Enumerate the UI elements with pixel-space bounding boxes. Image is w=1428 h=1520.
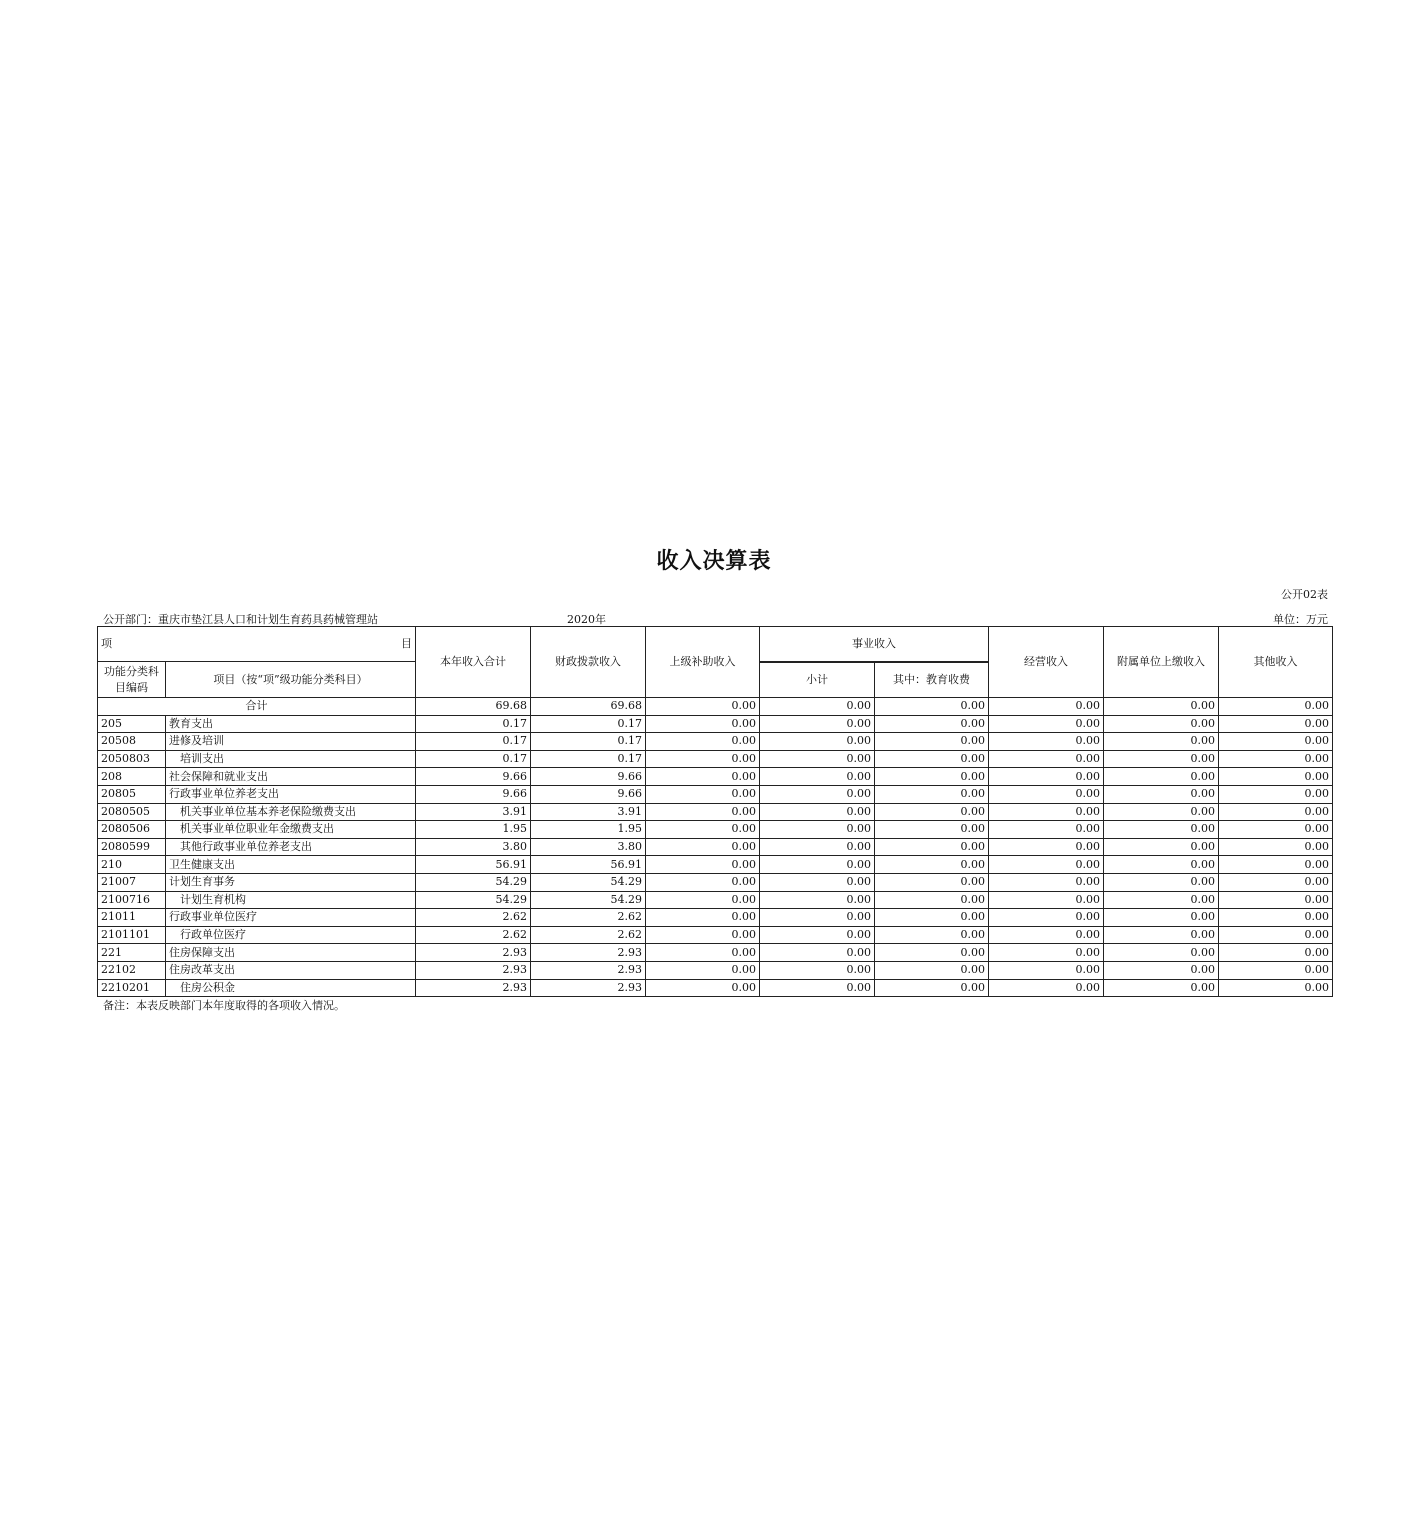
row-value: 0.00 (646, 979, 760, 997)
row-value: 0.00 (1219, 750, 1333, 768)
row-value: 0.00 (989, 750, 1104, 768)
row-code: 2100716 (98, 891, 166, 909)
row-code: 2050803 (98, 750, 166, 768)
row-name: 教育支出 (166, 715, 416, 733)
row-code: 22102 (98, 961, 166, 979)
row-value: 0.00 (1219, 891, 1333, 909)
row-value: 0.00 (1104, 733, 1219, 751)
row-value: 0.00 (989, 891, 1104, 909)
total-row (98, 698, 1333, 716)
header-mu: 目 (401, 637, 412, 650)
header-education: 其中：教育收费 (875, 663, 989, 698)
row-value: 0.00 (875, 891, 989, 909)
row-value: 0.00 (760, 733, 875, 751)
row-value: 0.17 (531, 733, 646, 751)
footnote: 备注：本表反映部门本年度取得的各项收入情况。 (103, 999, 345, 1012)
row-value: 0.00 (760, 715, 875, 733)
row-value: 0.00 (875, 961, 989, 979)
total-value: 69.68 (531, 698, 646, 716)
row-value: 0.00 (646, 750, 760, 768)
row-value: 2.62 (531, 909, 646, 927)
row-value: 0.00 (875, 926, 989, 944)
row-value: 0.00 (1104, 750, 1219, 768)
row-code: 21007 (98, 873, 166, 891)
total-value: 0.00 (1219, 698, 1333, 716)
row-value: 0.00 (989, 803, 1104, 821)
row-code: 221 (98, 944, 166, 962)
row-value: 0.00 (646, 961, 760, 979)
row-value: 0.00 (1104, 961, 1219, 979)
row-value: 0.00 (1104, 785, 1219, 803)
row-value: 0.00 (646, 768, 760, 786)
row-value: 0.00 (1104, 803, 1219, 821)
row-value: 54.29 (416, 873, 531, 891)
row-value: 0.00 (646, 873, 760, 891)
row-value: 0.00 (1219, 785, 1333, 803)
row-value: 0.00 (646, 821, 760, 839)
row-name: 机关事业单位基本养老保险缴费支出 (166, 803, 416, 821)
row-value: 0.00 (1219, 961, 1333, 979)
row-value: 0.00 (989, 733, 1104, 751)
row-value: 0.00 (989, 979, 1104, 997)
row-value: 3.80 (531, 838, 646, 856)
row-value: 0.00 (760, 979, 875, 997)
row-value: 0.00 (760, 803, 875, 821)
row-value: 0.00 (646, 944, 760, 962)
table-row (98, 750, 1333, 768)
row-value: 0.00 (646, 926, 760, 944)
row-value: 0.17 (416, 733, 531, 751)
header-business: 事业收入 (760, 627, 989, 662)
row-value: 0.00 (1104, 873, 1219, 891)
row-code: 2080599 (98, 838, 166, 856)
table-row (98, 873, 1333, 891)
row-value: 0.00 (760, 891, 875, 909)
row-value: 54.29 (531, 873, 646, 891)
row-value: 2.93 (531, 979, 646, 997)
row-value: 3.80 (416, 838, 531, 856)
row-value: 0.00 (1104, 768, 1219, 786)
row-value: 0.17 (416, 715, 531, 733)
table-row (98, 733, 1333, 751)
row-name: 计划生育机构 (166, 891, 416, 909)
table-row (98, 961, 1333, 979)
row-value: 0.00 (1104, 979, 1219, 997)
table-number: 公开02表 (1281, 588, 1328, 601)
row-value: 0.00 (1219, 768, 1333, 786)
row-value: 0.00 (760, 750, 875, 768)
total-value: 0.00 (760, 698, 875, 716)
row-value: 0.00 (875, 768, 989, 786)
table-row (98, 785, 1333, 803)
row-value: 0.00 (989, 715, 1104, 733)
table-row (98, 838, 1333, 856)
table-row (98, 891, 1333, 909)
row-value: 9.66 (416, 768, 531, 786)
row-value: 0.00 (1104, 891, 1219, 909)
row-code: 21011 (98, 909, 166, 927)
page-title: 收入决算表 (656, 548, 772, 574)
table-row (98, 979, 1333, 997)
total-label: 合计 (98, 698, 416, 716)
row-value: 0.00 (989, 821, 1104, 839)
row-value: 0.00 (989, 944, 1104, 962)
row-name: 行政事业单位医疗 (166, 909, 416, 927)
row-name: 进修及培训 (166, 733, 416, 751)
header-other: 其他收入 (1219, 627, 1333, 698)
row-value: 0.00 (760, 873, 875, 891)
row-value: 2.93 (531, 961, 646, 979)
row-value: 0.00 (989, 838, 1104, 856)
row-value: 0.00 (875, 750, 989, 768)
total-value: 0.00 (646, 698, 760, 716)
row-value: 0.00 (1104, 821, 1219, 839)
row-value: 9.66 (531, 768, 646, 786)
row-value: 0.00 (1219, 979, 1333, 997)
table-row (98, 768, 1333, 786)
row-value: 0.00 (760, 838, 875, 856)
row-value: 0.00 (760, 909, 875, 927)
row-value: 0.00 (646, 838, 760, 856)
row-value: 0.00 (875, 944, 989, 962)
row-value: 54.29 (531, 891, 646, 909)
row-value: 0.00 (760, 944, 875, 962)
row-value: 0.00 (1104, 856, 1219, 874)
row-value: 0.00 (760, 856, 875, 874)
row-code: 2080505 (98, 803, 166, 821)
row-name: 住房公积金 (166, 979, 416, 997)
row-code: 20805 (98, 785, 166, 803)
row-value: 0.00 (760, 821, 875, 839)
unit-label: 单位：万元 (1273, 613, 1328, 626)
row-value: 0.00 (1219, 909, 1333, 927)
table-row (98, 944, 1333, 962)
header-superior: 上级补助收入 (646, 627, 760, 698)
row-value: 0.00 (1219, 838, 1333, 856)
row-value: 0.00 (1219, 803, 1333, 821)
row-value: 0.00 (646, 909, 760, 927)
row-code: 2101101 (98, 926, 166, 944)
row-name: 卫生健康支出 (166, 856, 416, 874)
row-value: 0.00 (1219, 733, 1333, 751)
row-name: 机关事业单位职业年金缴费支出 (166, 821, 416, 839)
total-value: 0.00 (989, 698, 1104, 716)
row-value: 0.00 (989, 873, 1104, 891)
row-value: 54.29 (416, 891, 531, 909)
header-fiscal: 财政拨款收入 (531, 627, 646, 698)
row-value: 0.00 (989, 961, 1104, 979)
income-table (97, 626, 1333, 997)
row-value: 0.00 (989, 926, 1104, 944)
header-affiliated: 附属单位上缴收入 (1104, 627, 1219, 698)
row-name: 住房改革支出 (166, 961, 416, 979)
row-value: 0.00 (989, 785, 1104, 803)
row-value: 2.93 (531, 944, 646, 962)
row-value: 0.00 (875, 838, 989, 856)
header-xiang: 项 (101, 637, 112, 650)
row-value: 0.00 (875, 733, 989, 751)
table-row (98, 715, 1333, 733)
row-code: 2210201 (98, 979, 166, 997)
table-row (98, 803, 1333, 821)
row-value: 2.93 (416, 979, 531, 997)
header-total: 本年收入合计 (416, 627, 531, 698)
row-value: 0.00 (1104, 944, 1219, 962)
row-value: 0.00 (760, 961, 875, 979)
row-value: 0.00 (646, 803, 760, 821)
header-operating: 经营收入 (989, 627, 1104, 698)
table-row (98, 926, 1333, 944)
row-value: 0.17 (531, 715, 646, 733)
row-value: 0.00 (1219, 821, 1333, 839)
row-value: 0.00 (760, 785, 875, 803)
row-value: 0.00 (875, 909, 989, 927)
row-name: 其他行政事业单位养老支出 (166, 838, 416, 856)
table-row (98, 821, 1333, 839)
department-label: 公开部门：重庆市垫江县人口和计划生育药具药械管理站 (103, 613, 378, 626)
row-value: 9.66 (416, 785, 531, 803)
total-value: 0.00 (1104, 698, 1219, 716)
header-item: 项目（按“项”级功能分类科目） (166, 662, 416, 698)
row-value: 0.00 (646, 733, 760, 751)
row-value: 0.00 (875, 873, 989, 891)
row-value: 2.62 (416, 926, 531, 944)
row-value: 0.00 (1104, 909, 1219, 927)
row-name: 住房保障支出 (166, 944, 416, 962)
row-value: 0.00 (646, 785, 760, 803)
row-value: 1.95 (416, 821, 531, 839)
total-value: 69.68 (416, 698, 531, 716)
row-value: 2.93 (416, 944, 531, 962)
row-value: 0.00 (875, 715, 989, 733)
row-value: 3.91 (416, 803, 531, 821)
row-value: 0.00 (875, 856, 989, 874)
row-value: 0.17 (531, 750, 646, 768)
row-name: 社会保障和就业支出 (166, 768, 416, 786)
row-value: 3.91 (531, 803, 646, 821)
year-label: 2020年 (567, 613, 606, 626)
row-value: 0.00 (989, 909, 1104, 927)
row-value: 0.00 (875, 785, 989, 803)
row-value: 0.00 (1104, 715, 1219, 733)
row-name: 培训支出 (166, 750, 416, 768)
total-value: 0.00 (875, 698, 989, 716)
row-value: 0.00 (875, 821, 989, 839)
row-value: 0.00 (1219, 856, 1333, 874)
row-value: 0.17 (416, 750, 531, 768)
row-code: 208 (98, 768, 166, 786)
row-code: 20508 (98, 733, 166, 751)
row-value: 0.00 (646, 715, 760, 733)
row-value: 1.95 (531, 821, 646, 839)
row-name: 行政事业单位养老支出 (166, 785, 416, 803)
row-value: 0.00 (1104, 926, 1219, 944)
row-value: 2.62 (416, 909, 531, 927)
row-value: 0.00 (760, 926, 875, 944)
row-name: 计划生育事务 (166, 873, 416, 891)
row-value: 2.62 (531, 926, 646, 944)
table-row (98, 909, 1333, 927)
row-value: 0.00 (989, 768, 1104, 786)
row-value: 0.00 (1219, 926, 1333, 944)
row-code: 2080506 (98, 821, 166, 839)
row-value: 9.66 (531, 785, 646, 803)
row-value: 0.00 (875, 803, 989, 821)
row-code: 210 (98, 856, 166, 874)
row-value: 0.00 (1219, 715, 1333, 733)
row-value: 0.00 (1104, 838, 1219, 856)
row-value: 0.00 (646, 891, 760, 909)
table-row (98, 856, 1333, 874)
row-value: 56.91 (416, 856, 531, 874)
row-value: 0.00 (1219, 944, 1333, 962)
row-value: 0.00 (989, 856, 1104, 874)
row-value: 0.00 (875, 979, 989, 997)
row-value: 0.00 (646, 856, 760, 874)
row-value: 2.93 (416, 961, 531, 979)
row-value: 0.00 (760, 768, 875, 786)
row-code: 205 (98, 715, 166, 733)
row-value: 0.00 (1219, 873, 1333, 891)
row-value: 56.91 (531, 856, 646, 874)
header-subtotal: 小计 (760, 663, 875, 698)
header-xiang-mu (98, 627, 416, 662)
header-code: 功能分类科目编码 (98, 662, 166, 698)
row-name: 行政单位医疗 (166, 926, 416, 944)
